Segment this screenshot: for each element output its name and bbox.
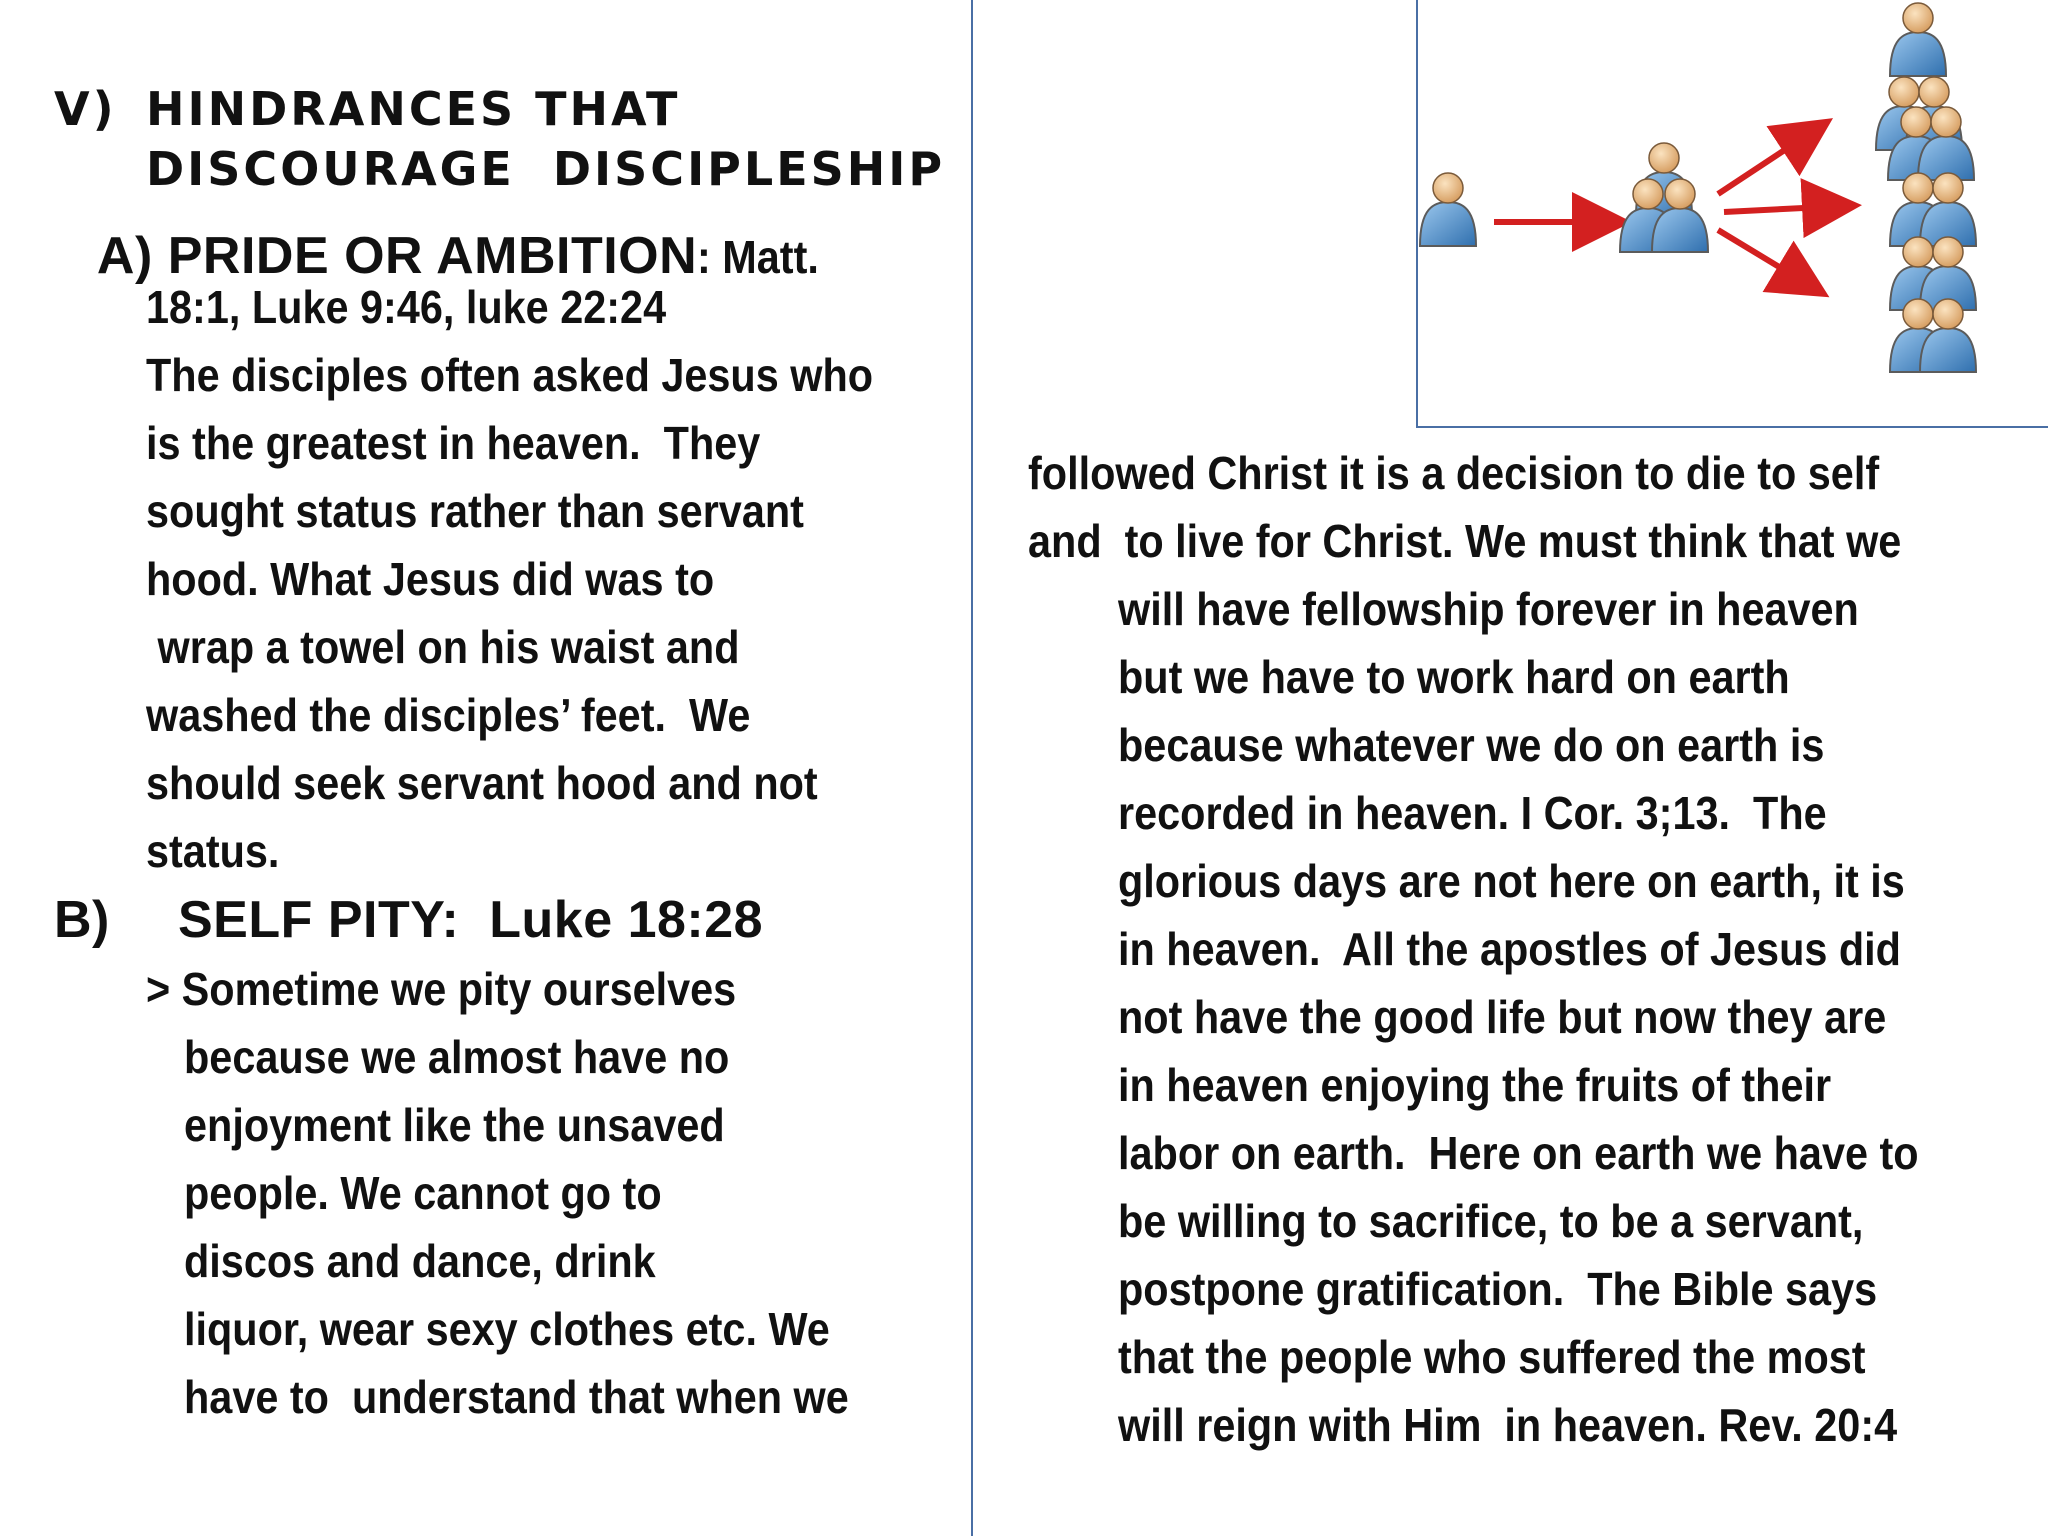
- discipleship-multiplication-people-icon: [1418, 0, 2048, 426]
- body-line: sought status rather than servant: [146, 485, 804, 537]
- body-line: because whatever we do on earth is: [1118, 719, 1825, 771]
- body-line: hood. What Jesus did was to: [146, 553, 715, 605]
- subsection-a-heading: [88, 208, 833, 286]
- section-heading-line1: HINDRANCES THAT: [146, 82, 681, 136]
- body-line: recorded in heaven. I Cor. 3;13. The: [1118, 787, 1827, 839]
- body-line: and to live for Christ. We must think that we: [1028, 515, 1902, 567]
- body-line: because we almost have no: [184, 1031, 730, 1083]
- discipleship-figure: [1416, 0, 2048, 428]
- body-line: wrap a towel on his waist and: [146, 621, 740, 673]
- body-line: will reign with Him in heaven. Rev. 20:4: [1118, 1399, 1898, 1451]
- body-line: in heaven. All the apostles of Jesus did: [1118, 923, 1901, 975]
- subsection-b-number: B): [54, 891, 110, 949]
- person-icon: [1420, 173, 1476, 246]
- body-line: that the people who suffered the most: [1118, 1331, 1866, 1383]
- body-line: but we have to work hard on earth: [1118, 651, 1790, 703]
- body-line: have to understand that when we: [184, 1371, 849, 1423]
- body-line: washed the disciples’ feet. We: [146, 689, 751, 741]
- body-line: liquor, wear sexy clothes etc. We: [184, 1303, 830, 1355]
- body-line: 18:1, Luke 9:46, luke 22:24: [146, 281, 667, 333]
- section-heading-line2: DISCOURAGE DISCIPLESHIP: [146, 142, 946, 196]
- body-line: discos and dance, drink: [184, 1235, 656, 1287]
- body-line: followed Christ it is a decision to die to self: [1028, 447, 1880, 499]
- body-line: be willing to sacrifice, to be a servant,: [1118, 1195, 1864, 1247]
- body-line: postpone gratification. The Bible says: [1118, 1263, 1878, 1315]
- body-line: will have fellowship forever in heaven: [1118, 583, 1859, 635]
- body-line: glorious days are not here on earth, it is: [1118, 855, 1905, 907]
- body-line: labor on earth. Here on earth we have to: [1118, 1127, 1919, 1179]
- body-line: people. We cannot go to: [184, 1167, 662, 1219]
- subsection-a-reference: : Matt.: [697, 231, 820, 283]
- body-line: should seek servant hood and not: [146, 757, 818, 809]
- body-line: status.: [146, 825, 280, 877]
- body-line: is the greatest in heaven. They: [146, 417, 761, 469]
- body-line: not have the good life but now they are: [1118, 991, 1887, 1043]
- body-line: in heaven enjoying the fruits of their: [1118, 1059, 1832, 1111]
- body-line: > Sometime we pity ourselves: [146, 963, 737, 1015]
- body-line: enjoyment like the unsaved: [184, 1099, 725, 1151]
- section-number: V): [54, 82, 117, 136]
- body-line: The disciples often asked Jesus who: [146, 349, 874, 401]
- column-divider: [971, 0, 973, 1536]
- subsection-b-title: SELF PITY: Luke 18:28: [178, 891, 764, 949]
- subsection-a-title: A) PRIDE OR AMBITION: [96, 227, 698, 285]
